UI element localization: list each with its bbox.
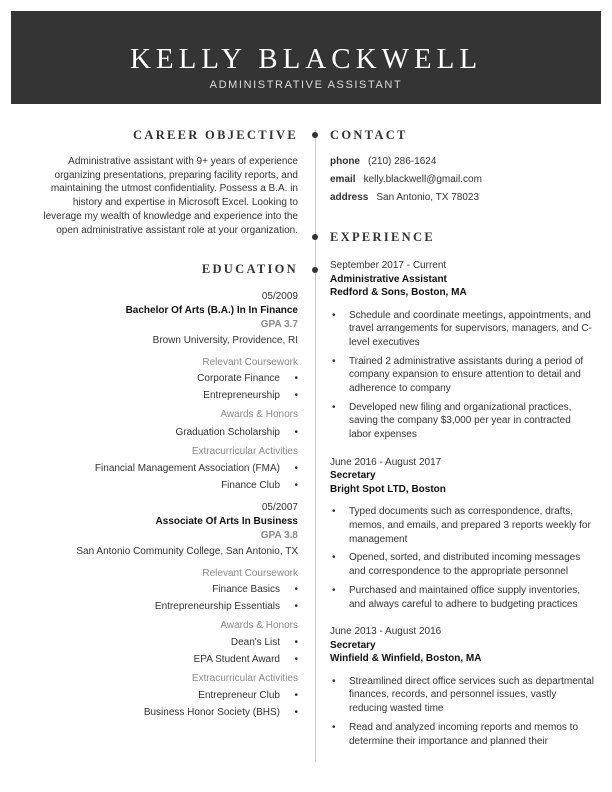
job-title: Secretary bbox=[330, 639, 376, 651]
section-dot-career bbox=[312, 132, 318, 138]
list-item: • Opened, sorted, and distributed incoming messages and correspondence to the appropriate personnel bbox=[330, 551, 594, 578]
list-item: • Developed new filing and organizational practices, saving the company $3,000 per year in contracted labor expenses bbox=[330, 401, 594, 442]
contact-phone bbox=[330, 153, 594, 171]
address-value: San Antonio, TX 78023 bbox=[376, 192, 480, 203]
list-item: Finance Basics • bbox=[212, 584, 298, 595]
extracurricular-heading: Extracurricular Activities bbox=[191, 446, 298, 457]
career-line: leverage my wealth of knowledge and experience into the bbox=[43, 210, 298, 222]
job-title: Administrative Assistant bbox=[330, 273, 447, 285]
resume-header bbox=[11, 11, 601, 104]
education-entry bbox=[26, 290, 298, 494]
experience-section bbox=[330, 230, 594, 753]
column-divider bbox=[315, 130, 316, 762]
job-entry bbox=[330, 625, 594, 748]
email-label: email bbox=[330, 174, 356, 185]
awards-heading: Awards & Honors bbox=[220, 409, 298, 420]
address-label: address bbox=[330, 192, 369, 203]
career-line: organizing presentations, preparing facility reports, and bbox=[54, 169, 298, 181]
extracurricular-heading: Extracurricular Activities bbox=[191, 673, 298, 684]
job-entry bbox=[330, 259, 594, 442]
list-item: EPA Student Award • bbox=[193, 654, 298, 665]
job-date: June 2013 - August 2016 bbox=[330, 626, 442, 638]
job-date: September 2017 - Current bbox=[330, 260, 447, 271]
coursework-heading: Relevant Coursework bbox=[202, 357, 298, 368]
list-item: • Read and analyzed incoming reports and memos to determine their importance and planned their bbox=[330, 721, 594, 748]
list-item: Entrepreneurship • bbox=[203, 390, 298, 401]
awards-heading: Awards & Honors bbox=[220, 620, 298, 631]
phone-value: (210) 286-1624 bbox=[368, 156, 437, 167]
list-item: • Schedule and coordinate meetings, appointments, and travel arrangements for supervisors, managers, and C-level executives bbox=[330, 309, 594, 350]
career-line: maintaining the utmost confidentiality. Possess a B.A. in bbox=[50, 183, 298, 195]
job-bullets bbox=[330, 505, 594, 611]
list-item: Graduation Scholarship • bbox=[175, 427, 298, 438]
list-item: Entrepreneurship Essentials • bbox=[154, 601, 298, 612]
list-item: Entrepreneur Club • bbox=[198, 690, 298, 701]
job-entry bbox=[330, 456, 594, 611]
candidate-name: KELLY BLACKWELL bbox=[129, 43, 483, 75]
section-title-education: EDUCATION bbox=[201, 262, 298, 276]
section-dot-education bbox=[312, 267, 318, 273]
education-gpa: GPA 3.8 bbox=[260, 530, 298, 541]
job-date: June 2016 - August 2017 bbox=[330, 456, 442, 468]
job-company: Redford & Sons, Boston, MA bbox=[330, 287, 467, 298]
phone-label: phone bbox=[330, 156, 360, 167]
job-title: Secretary bbox=[330, 470, 376, 482]
section-dot-experience bbox=[312, 234, 318, 240]
list-item: Dean's List • bbox=[230, 637, 298, 648]
job-bullets bbox=[330, 309, 594, 442]
candidate-subtitle: ADMINISTRATIVE ASSISTANT bbox=[209, 79, 403, 91]
list-item: • Purchased and maintained office supply inventories, and always careful to adhere to budgeting practices bbox=[330, 584, 594, 611]
list-item: Corporate Finance • bbox=[197, 373, 298, 384]
list-item: Financial Management Association (FMA) • bbox=[94, 463, 298, 474]
education-entry bbox=[26, 501, 298, 721]
contact-section bbox=[330, 128, 594, 207]
education-degree: Bachelor Of Arts (B.A.) In In Finance bbox=[125, 305, 298, 316]
career-line: open administrative assistant role at your organization. bbox=[56, 224, 298, 236]
section-title-experience: EXPERIENCE bbox=[330, 230, 435, 244]
section-title-contact: CONTACT bbox=[330, 128, 408, 142]
career-objective-text bbox=[26, 155, 298, 237]
education-gpa: GPA 3.7 bbox=[260, 319, 298, 330]
list-item: • Typed documents such as correspondence, drafts, memos, and emails, and prepared 3 reports weekly for management bbox=[330, 505, 594, 546]
list-item: Finance Club • bbox=[221, 480, 298, 491]
list-item: • Trained 2 administrative assistants during a period of company expansion to ensure attention to detail and adherence to company bbox=[330, 355, 594, 396]
education-date: 05/2007 bbox=[261, 502, 298, 513]
contact-address bbox=[330, 189, 594, 207]
list-item: Business Honor Society (BHS) • bbox=[143, 707, 298, 718]
section-title-career: CAREER OBJECTIVE bbox=[133, 128, 298, 142]
career-line: history and expertise in Microsoft Excel. Looking to bbox=[72, 197, 298, 209]
coursework-heading: Relevant Coursework bbox=[202, 568, 298, 579]
education-section bbox=[26, 262, 298, 721]
job-company: Bright Spot LTD, Boston bbox=[330, 483, 446, 495]
job-company: Winfield & Winfield, Boston, MA bbox=[330, 653, 482, 665]
email-value: kelly.blackwell@gmail.com bbox=[363, 174, 482, 185]
education-school: San Antonio Community College, San Antonio, TX bbox=[76, 546, 298, 557]
education-degree: Associate Of Arts In Business bbox=[155, 516, 298, 527]
career-line: Administrative assistant with 9+ years of experience bbox=[68, 156, 298, 167]
education-school: Brown University, Providence, RI bbox=[152, 335, 298, 346]
job-bullets bbox=[330, 675, 594, 749]
contact-email bbox=[330, 171, 594, 189]
career-objective-section bbox=[26, 128, 298, 237]
education-date: 05/2009 bbox=[261, 291, 298, 302]
list-item: • Streamlined direct office services such as departmental finances, records, and personnel issues, vastly reducing wasted time bbox=[330, 675, 594, 716]
